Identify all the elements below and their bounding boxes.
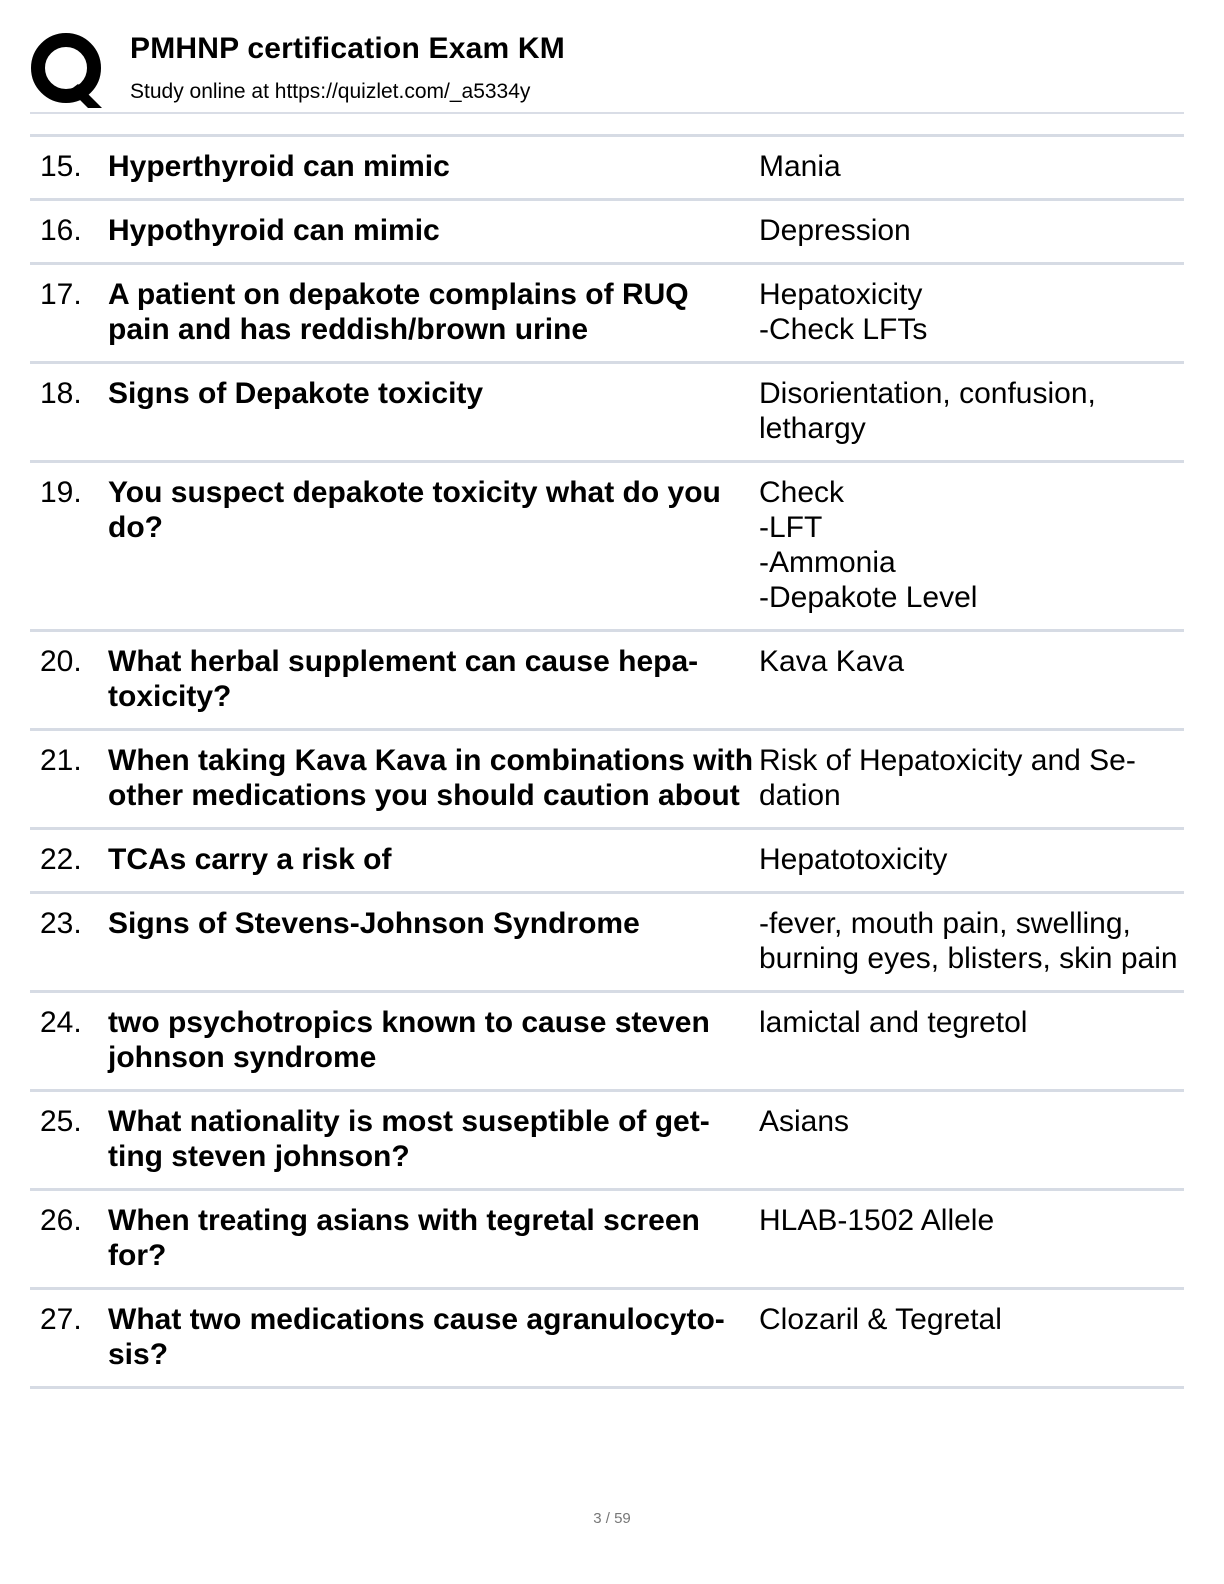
card-number: 18. [40, 377, 82, 410]
card-question: Signs of Stevens-Johnson Syndrome [108, 907, 640, 940]
card-question: When treating asians with tegretal screen for? [108, 1204, 700, 1272]
card-row [30, 629, 1184, 728]
card-answer: Risk of Hepatoxicity and Se- dation [759, 744, 1136, 812]
card-question: What herbal supplement can cause hepa- toxicity? [108, 645, 699, 713]
card-row [30, 262, 1184, 361]
card-number: 26. [40, 1204, 82, 1237]
card-question: A patient on depakote complains of RUQ pain and has reddish/brown urine [108, 278, 689, 346]
card-question: Hypothyroid can mimic [108, 214, 440, 247]
card-number: 16. [40, 214, 82, 247]
card-row [30, 1287, 1184, 1386]
card-answer: Asians [759, 1105, 850, 1138]
card-row [30, 1089, 1184, 1188]
card-number: 24. [40, 1006, 82, 1039]
card-answer: Check -LFT -Ammonia -Depakote Level [759, 476, 978, 614]
card-row [30, 728, 1184, 827]
card-number: 21. [40, 744, 82, 777]
card-answer: HLAB-1502 Allele [759, 1204, 995, 1237]
card-answer: -fever, mouth pain, swelling, burning eyes, blisters, skin pain [759, 907, 1178, 975]
card-row [30, 891, 1184, 990]
page-header [30, 28, 1184, 114]
card-answer: Disorientation, confusion, lethargy [759, 377, 1096, 445]
list-end-divider [30, 1386, 1184, 1389]
page-title: PMHNP certification Exam KM [130, 32, 565, 65]
card-answer: Clozaril & Tegretal [759, 1303, 1002, 1336]
card-question: What nationality is most suseptible of get- ting steven johnson? [108, 1105, 710, 1173]
card-number: 23. [40, 907, 82, 940]
card-list [30, 134, 1184, 1389]
card-number: 27. [40, 1303, 82, 1336]
card-row [30, 134, 1184, 198]
card-question: What two medications cause agranulocyto- sis? [108, 1303, 725, 1371]
card-question: Hyperthyroid can mimic [108, 150, 450, 183]
card-row [30, 198, 1184, 262]
card-question: two psychotropics known to cause steven johnson syndrome [108, 1006, 710, 1074]
card-row [30, 460, 1184, 629]
card-row [30, 827, 1184, 891]
card-answer: Depression [759, 214, 911, 247]
card-answer: Hepatotoxicity [759, 843, 948, 876]
page-number: 3 / 59 [593, 1510, 631, 1527]
page-subtitle: Study online at https://quizlet.com/_a5334y [130, 80, 531, 103]
card-number: 20. [40, 645, 82, 678]
card-question: When taking Kava Kava in combinations with other medications you should caution about [108, 744, 754, 812]
card-answer: Hepatoxicity -Check LFTs [759, 278, 928, 346]
card-number: 25. [40, 1105, 82, 1138]
card-number: 22. [40, 843, 82, 876]
card-number: 19. [40, 476, 82, 509]
header-divider [30, 112, 1184, 114]
card-row [30, 361, 1184, 460]
card-number: 15. [40, 150, 82, 183]
card-row [30, 1188, 1184, 1287]
card-question: You suspect depakote toxicity what do you do? [108, 476, 721, 544]
card-row [30, 990, 1184, 1089]
card-answer: lamictal and tegretol [759, 1006, 1028, 1039]
card-answer: Kava Kava [759, 645, 905, 678]
card-question: Signs of Depakote toxicity [108, 377, 484, 410]
card-question: TCAs carry a risk of [108, 843, 392, 876]
card-answer: Mania [759, 150, 841, 183]
quizlet-logo-icon [30, 32, 106, 108]
card-number: 17. [40, 278, 82, 311]
